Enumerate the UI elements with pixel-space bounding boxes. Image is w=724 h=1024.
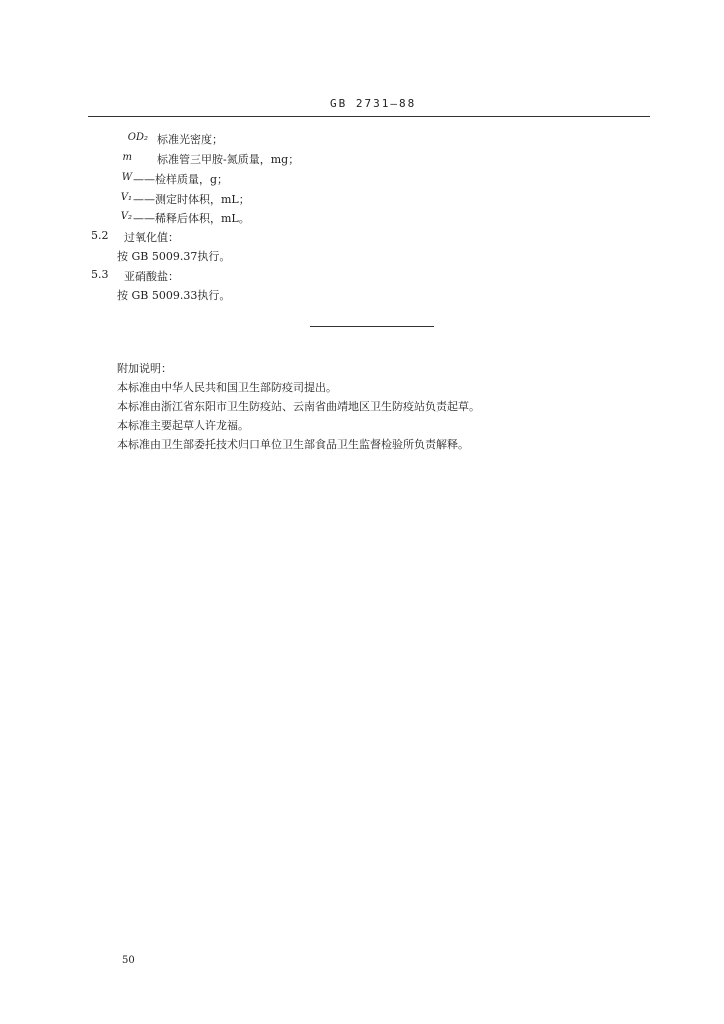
definition-text: ——测定时体积，mL； xyxy=(133,193,250,206)
note-line: 本标准由卫生部委托技术归口单位卫生部食品卫生监督检验所负责解释。 xyxy=(117,438,469,451)
header-rule xyxy=(88,116,650,117)
definition-symbol: V₁ xyxy=(120,192,132,203)
section-body: 按 GB 5009.33执行。 xyxy=(117,289,231,302)
definition-symbol: OD₂ xyxy=(127,132,148,143)
definition-symbol: V₂ xyxy=(120,211,132,222)
note-line: 本标准由中华人民共和国卫生部防疫司提出。 xyxy=(117,381,337,394)
page-number: 50 xyxy=(122,955,135,966)
notes-heading: 附加说明： xyxy=(117,362,172,375)
section-title: 亚硝酸盐： xyxy=(124,270,179,283)
definition-symbol: m xyxy=(122,152,132,163)
definition-text: ——检样质量，g； xyxy=(133,173,229,186)
definition-text: 标准管三甲胺-氮质量，mg； xyxy=(157,153,300,166)
note-line: 本标准由浙江省东阳市卫生防疫站、云南省曲靖地区卫生防疫站负责起草。 xyxy=(117,400,480,413)
section-number: 5.3 xyxy=(91,268,109,281)
definition-symbol: W xyxy=(121,172,132,183)
separator-rule xyxy=(310,326,434,327)
section-title: 过氧化值： xyxy=(124,231,179,244)
section-number: 5.2 xyxy=(91,229,109,242)
definition-text: ——稀释后体积，mL。 xyxy=(133,212,250,225)
section-body: 按 GB 5009.37执行。 xyxy=(117,250,231,263)
note-line: 本标准主要起草人许龙福。 xyxy=(117,419,249,432)
definition-text: 标准光密度； xyxy=(157,133,223,146)
standard-code-header: GB 2731—88 xyxy=(330,97,417,110)
